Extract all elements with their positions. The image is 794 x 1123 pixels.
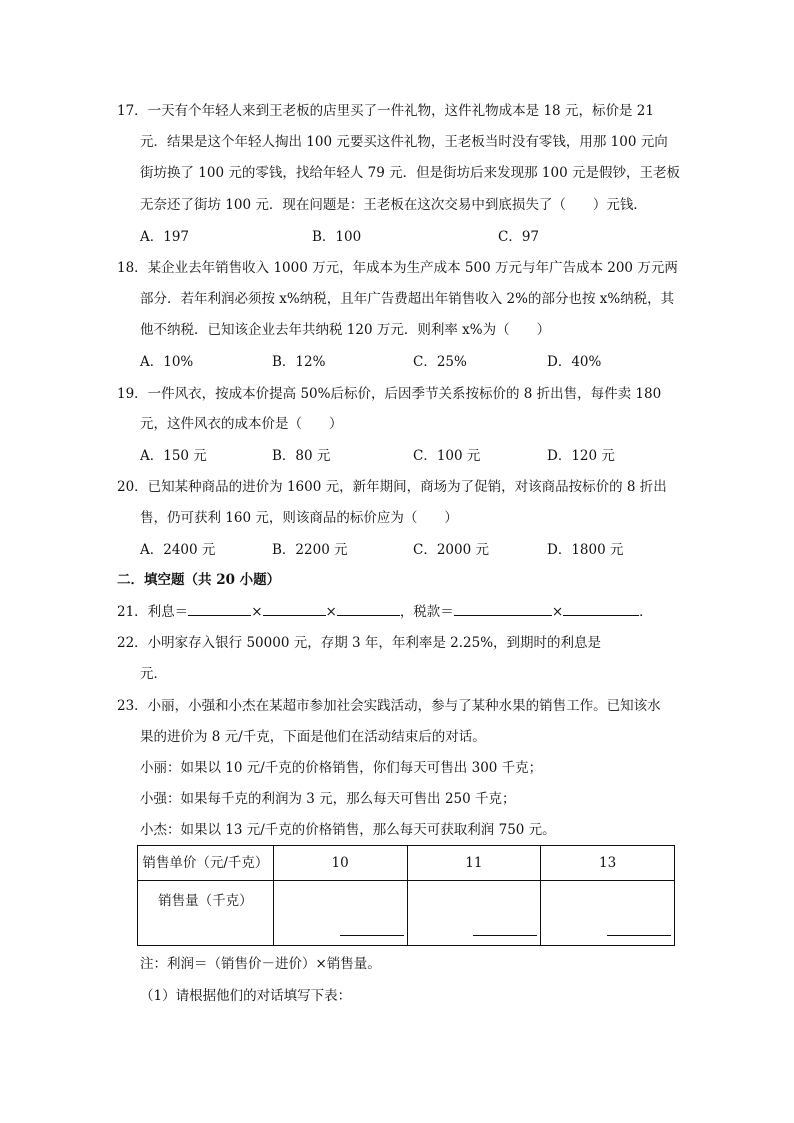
answer-blank[interactable]	[340, 935, 404, 936]
price-10-cell: 10	[273, 846, 407, 881]
q21-times-3: ×	[551, 604, 564, 620]
sales-volume-cell-13	[541, 881, 675, 946]
q23-dialog-xiaoli: 小丽：如果以 10 元/千克的价格销售，你们每天可售出 300 千克；	[140, 760, 543, 776]
q19-line-1: 19．一件风衣，按成本价提高 50%后标价，后因季节关系按标价的 8 折出售，每件卖 180	[117, 386, 662, 402]
section-fill-in-title: 二．填空题（共 20 小题）	[117, 572, 281, 588]
q20-option-d[interactable]: D．1800 元	[547, 542, 624, 558]
q21-times-2: ×	[325, 604, 337, 620]
q20-line-1: 20．已知某种商品的进价为 1600 元，新年期间，商场为了促销，对该商品按标价的 8 折出	[117, 479, 667, 495]
header-unit-price-label: 销售单价（元/千克）	[138, 846, 274, 881]
q19-option-d[interactable]: D．120 元	[547, 448, 615, 464]
q19-option-c[interactable]: C．100 元	[413, 448, 481, 464]
q21-line	[117, 601, 653, 622]
q21-times-1: ×	[251, 604, 263, 620]
answer-blank[interactable]	[607, 935, 671, 936]
q18-line-2: 部分．若年利润必须按 x%纳税，且年广告费超出年销售收入 2%的部分也按 x%纳税，其	[140, 291, 675, 307]
q21-blank-2[interactable]	[263, 601, 326, 616]
q21-blank-5[interactable]	[563, 601, 639, 616]
q18-line-3: 他不纳税．已知该企业去年共纳税 120 万元．则利率 x%为（ ）	[140, 322, 551, 338]
q22-line-2: 元．	[140, 666, 167, 682]
sales-volume-label-cell	[138, 881, 274, 946]
q23-note: 注：利润＝（销售价－进价）×销售量。	[140, 956, 381, 972]
q17-line-3: 街坊换了 100 元的零钱，找给年轻人 79 元．但是街坊后来发现那 100 元是假钞，王老板	[140, 165, 680, 181]
q23-line-2: 果的进价为 8 元/千克，下面是他们在活动结束后的对话。	[140, 729, 486, 745]
q21-prefix: 21．利息＝	[117, 604, 189, 620]
answer-blank[interactable]	[473, 935, 537, 936]
q20-line-2: 售，仍可获利 160 元，则该商品的标价应为（ ）	[140, 510, 458, 526]
q20-option-b[interactable]: B．2200 元	[272, 542, 348, 558]
table-row	[138, 846, 675, 881]
q17-line-1: 17．一天有个年轻人来到王老板的店里买了一件礼物，这件礼物成本是 18 元，标价是 21	[117, 103, 654, 119]
q23-subquestion-1: （1）请根据他们的对话填写下表：	[140, 988, 352, 1004]
q22-line-1: 22．小明家存入银行 50000 元，存期 3 年，年利率是 2.25%，到期时的利息是	[117, 635, 602, 651]
q23-dialog-xiaojie: 小杰：如果以 13 元/千克的价格销售，那么每天可获取利润 750 元。	[140, 822, 556, 838]
q20-option-a[interactable]: A．2400 元	[140, 542, 216, 558]
q21-blank-4[interactable]	[454, 601, 552, 616]
q23-dialog-xiaoqiang: 小强：如果每千克的利润为 3 元，那么每天可售出 250 千克；	[140, 791, 516, 807]
q18-option-b[interactable]: B．12%	[272, 354, 326, 370]
q21-blank-3[interactable]	[337, 601, 400, 616]
q21-end: ．	[639, 604, 653, 620]
q18-option-d[interactable]: D．40%	[547, 354, 602, 370]
q18-option-a[interactable]: A．10%	[140, 354, 194, 370]
q21-blank-1[interactable]	[188, 601, 251, 616]
q18-line-1: 18．某企业去年销售收入 1000 万元，年成本为生产成本 500 万元与年广告成本 200 万元两	[117, 260, 678, 276]
q23-sales-table	[137, 845, 675, 946]
q21-mid: ，税款＝	[399, 604, 454, 620]
q17-option-b[interactable]: B．100	[312, 229, 362, 245]
q19-option-b[interactable]: B．80 元	[272, 448, 331, 464]
q17-line-2: 元．结果是这个年轻人掏出 100 元要买这件礼物，王老板当时没有零钱，用那 100 元向	[140, 134, 668, 150]
q17-line-4: 无奈还了街坊 100 元．现在问题是：王老板在这次交易中到底损失了（ ）元钱．	[140, 197, 647, 213]
q18-option-c[interactable]: C．25%	[413, 354, 467, 370]
sales-volume-label: 销售量（千克）	[158, 893, 253, 909]
sales-volume-cell-11	[407, 881, 541, 946]
price-13-cell: 13	[541, 846, 675, 881]
q19-line-2: 元，这件风衣的成本价是（ ）	[140, 416, 343, 432]
q17-option-a[interactable]: A．197	[140, 229, 190, 245]
q20-option-c[interactable]: C．2000 元	[413, 542, 489, 558]
q23-line-1: 23．小丽，小强和小杰在某超市参加社会实践活动，参与了某种水果的销售工作。已知该水	[117, 698, 661, 714]
q19-option-a[interactable]: A．150 元	[140, 448, 207, 464]
sales-volume-cell-10	[273, 881, 407, 946]
table-row	[138, 881, 675, 946]
price-11-cell: 11	[407, 846, 541, 881]
q17-option-c[interactable]: C．97	[498, 229, 540, 245]
